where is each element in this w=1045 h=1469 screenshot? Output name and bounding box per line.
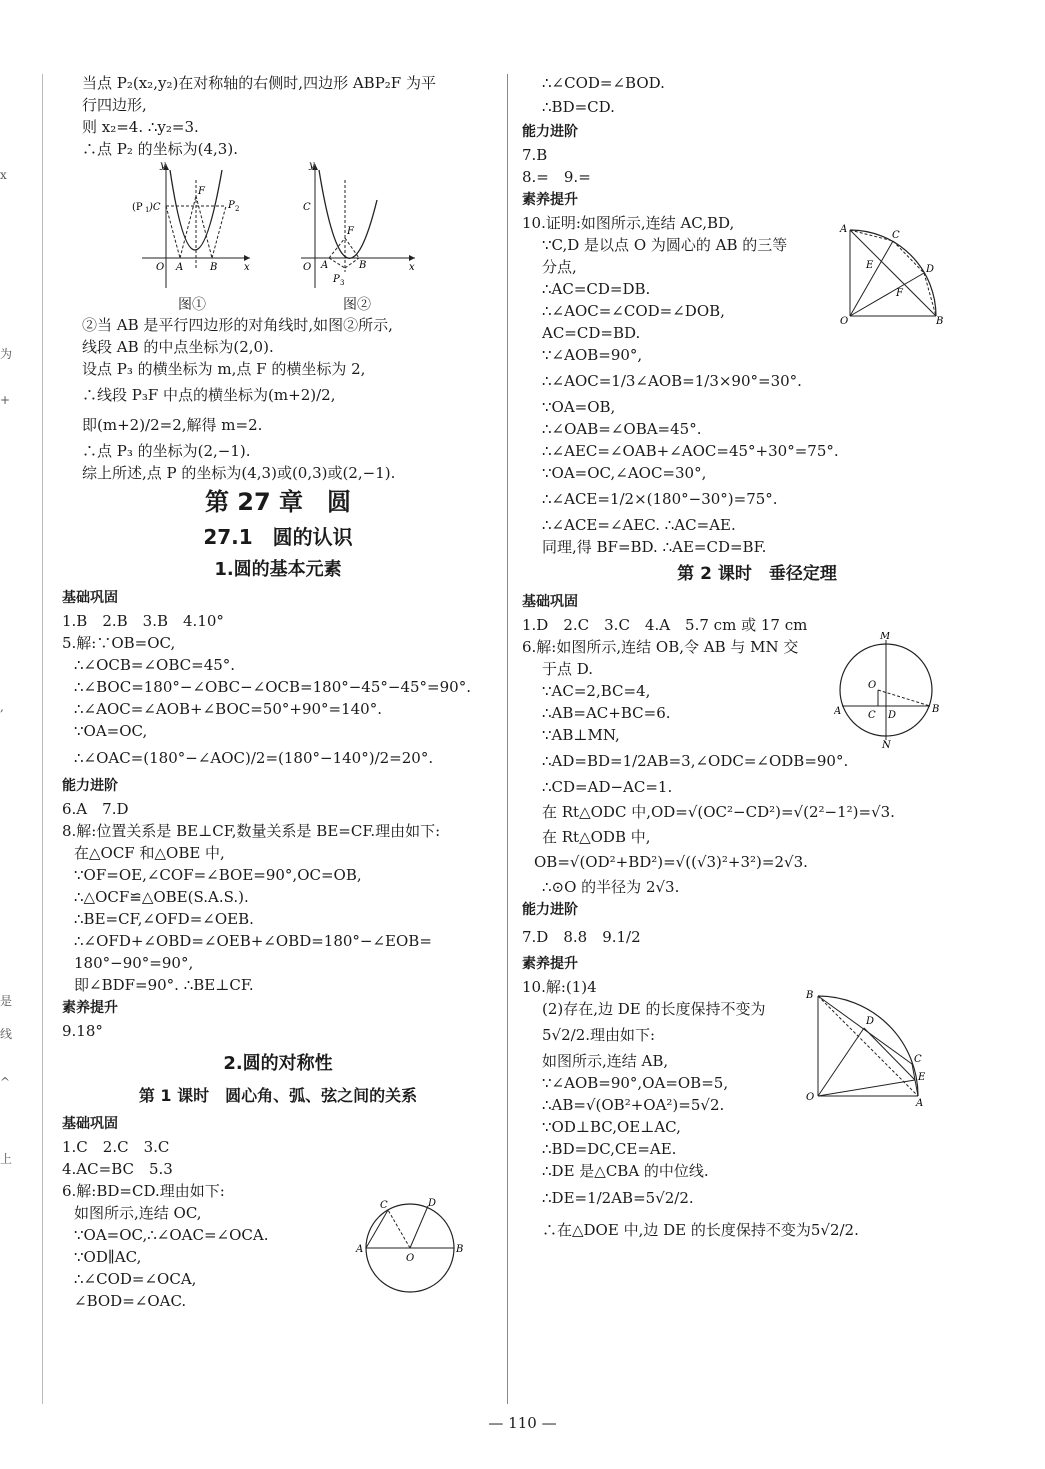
answer-line: 分点, [542,258,577,276]
answer-line: ∵OA=OC, [74,722,148,740]
answer-line: 如图所示,连结 OC, [74,1204,202,1222]
answer-line: 9.18° [62,1022,103,1040]
quarter-circle-figure [838,224,948,324]
answer-line: ∵OD∥AC, [74,1248,142,1266]
figure-2 [297,160,417,314]
quarter-circle-figure-2 [802,988,932,1106]
answer-line: 180°−90°=90°, [74,954,194,972]
circle-figure-chord [834,632,944,748]
answer-line: ∴∠BOC=180°−∠OBC−∠OCB=180°−45°−45°=90°. [74,678,471,696]
margin-mark: 是 [0,994,13,1008]
parabola-figure-1 [132,160,252,290]
chapter-title: 第 27 章 圆 [204,488,352,516]
answer-line: 8.= 9.= [522,168,591,186]
q10-proof-block [522,212,992,558]
svg-text:E: E [866,260,874,271]
section-label-literacy: 素养提升 [522,956,578,972]
svg-text:E: E [918,1072,926,1083]
text-line: ∴点 P₂ 的坐标为(4,3). [82,140,238,158]
right-column [522,72,992,1246]
svg-text:C: C [380,1200,388,1211]
answer-line: 1.B 2.B 3.B 4.10° [62,612,224,630]
svg-text:A: A [916,1098,924,1106]
figure-1 [132,160,252,314]
answer-line: 1.C 2.C 3.C [62,1138,170,1156]
svg-text:x: x [244,262,250,273]
lesson-title: 第 1 课时 圆心角、弧、弦之间的关系 [138,1086,418,1105]
answer-line: 6.解:如图所示,连结 OB,令 AB 与 MN 交 [522,638,799,656]
left-column [62,72,494,1312]
answer-line: ∴AB=√(OB²+OA²)=5√2. [542,1096,725,1114]
svg-text:C: C [892,230,900,241]
answer-line: (2)存在,边 DE 的长度保持不变为 [542,1000,766,1018]
svg-text:O: O [806,1092,815,1103]
svg-text:B: B [936,316,944,324]
answer-line: ∵∠AOB=90°, [542,346,643,364]
answer-line: ∴BD=DC,CE=AE. [542,1140,677,1158]
text-line: 当点 P₂(x₂,y₂)在对称轴的右侧时,四边形 ABP₂F 为平 [82,74,436,92]
svg-text:A: A [176,262,184,273]
svg-text:C: C [303,202,311,213]
answer-line: ∴∠ACE=∠AEC. ∴AC=AE. [542,516,736,534]
margin-mark: 线 [0,1027,13,1041]
answer-line: ∴在△DOE 中,边 DE 的长度保持不变为5√2/2. [542,1221,859,1239]
answer-line: 在△OCF 和△OBE 中, [74,844,225,862]
answer-line: 7.B [522,146,548,164]
svg-text:B: B [932,704,940,715]
section-label-basic: 基础巩固 [62,1116,118,1132]
answer-line: ∴DE 是△CBA 的中位线. [542,1162,709,1180]
answer-line: 5√2/2.理由如下: [542,1026,656,1044]
svg-text:D: D [888,710,897,721]
answer-line: ∴∠ACE=1/2×(180°−30°)=75°. [542,490,778,508]
text-line: ∴BD=CD. [542,98,615,116]
svg-text:O: O [303,262,312,273]
text-line: 线段 AB 的中点坐标为(2,0). [82,338,274,356]
margin-mark: x [0,168,7,182]
answer-line: ∴CD=AD−AC=1. [542,778,673,796]
answer-line: 8.解:位置关系是 BE⊥CF,数量关系是 BE=CF.理由如下: [62,822,441,840]
figure-1-caption: 图① [178,297,206,313]
section-label-advanced: 能力进阶 [62,778,118,794]
svg-text:y: y [160,160,166,171]
answer-line: ∴AD=BD=1/2AB=3,∠ODC=∠ODB=90°. [542,752,849,770]
svg-text:F: F [347,226,354,237]
answer-line: ∵C,D 是以点 O 为圆心的 AB 的三等 [542,236,788,254]
margin-mark: , [0,700,4,714]
answer-line: ∵OF=OE,∠COF=∠BOE=90°,OC=OB, [74,866,362,884]
answer-line: ∵AC=2,BC=4, [542,682,651,700]
text-line: ②当 AB 是平行四边形的对角线时,如图②所示, [82,316,393,334]
answer-line: ∴∠OAB=∠OBA=45°. [542,420,702,438]
figure-2-caption: 图② [343,297,371,313]
margin-mark: + [0,393,11,407]
margin-mark: 上 [0,1152,13,1166]
answer-line: ∴DE=1/2AB=5√2/2. [542,1189,694,1207]
svg-text:3: 3 [340,279,345,287]
answer-line: 5.解:∵OB=OC, [62,634,176,652]
answer-line: ∵∠AOB=90°,OA=OB=5, [542,1074,729,1092]
answer-line: ∵OA=OC,∠AOC=30°, [542,464,707,482]
answer-line: ∴∠AOC=∠COD=∠DOB, [542,302,725,320]
answer-line: ∵OD⊥BC,OE⊥AC, [542,1118,681,1136]
text-line: ∴线段 P₃F 中点的横坐标为(m+2)/2, [82,386,336,404]
answer-line: 即∠BDF=90°. ∴BE⊥CF. [74,976,254,994]
svg-text:O: O [840,316,849,324]
answer-line: ∴∠OFD+∠OBD=∠OEB+∠OBD=180°−∠EOB= [74,932,432,950]
section-label-literacy: 素养提升 [62,1000,118,1016]
answer-line: 1.D 2.C 3.C 4.A 5.7 cm 或 17 cm [522,616,808,634]
answer-line: 6.A 7.D [62,800,129,818]
svg-text:x: x [409,262,415,273]
answer-line: 同理,得 BF=BD. ∴AE=CD=BF. [542,538,767,556]
svg-text:C: C [914,1054,922,1065]
subsection-title: 2.圆的对称性 [223,1053,333,1074]
answer-line: 在 Rt△ODC 中,OD=√(OC²−CD²)=√(2²−1²)=√3. [542,803,895,821]
q6-chord-block [522,614,992,898]
svg-text:C: C [868,710,876,721]
section-label-literacy: 素养提升 [522,192,578,208]
svg-text:F: F [896,288,903,299]
answer-line: ∴AB=AC+BC=6. [542,704,671,722]
svg-text:B: B [210,262,218,273]
svg-text:D: D [428,1198,437,1209]
section-label-advanced: 能力进阶 [522,124,578,140]
text-line: 综上所述,点 P 的坐标为(4,3)或(0,3)或(2,−1). [82,464,396,482]
svg-text:O: O [406,1253,415,1264]
answer-line: ∴∠AOC=∠AOB+∠BOC=50°+90°=140°. [74,700,382,718]
answer-line: ∴⊙O 的半径为 2√3. [542,878,680,896]
answer-line: 7.D 8.8 9.1/2 [522,928,641,946]
page-number: — 110 — [488,1414,557,1432]
parabola-figure-2 [297,160,417,290]
answer-line: ∴BE=CF,∠OFD=∠OEB. [74,910,254,928]
answer-line: 在 Rt△ODB 中, [542,828,651,846]
answer-line: 10.解:(1)4 [522,978,597,996]
parabola-figures [62,160,494,314]
answer-line: ∴∠OCB=∠OBC=45°. [74,656,236,674]
text-line: 行四边形, [82,96,147,114]
svg-text:O: O [868,680,877,691]
answer-line: 如图所示,连结 AB, [542,1052,669,1070]
lesson-title: 第 2 课时 垂径定理 [677,564,837,584]
svg-text:2: 2 [235,205,240,213]
answer-line: ∴∠AEC=∠OAB+∠AOC=45°+30°=75°. [542,442,839,460]
circle-figure-q6 [354,1198,474,1298]
svg-text:A: A [834,706,842,717]
svg-text:B: B [456,1244,464,1255]
text-line: 设点 P₃ 的横坐标为 m,点 F 的横坐标为 2, [82,360,366,378]
svg-text:F: F [198,186,205,197]
answer-line: ∴AC=CD=DB. [542,280,651,298]
answer-line: AC=CD=BD. [542,324,641,342]
svg-text:D: D [926,264,935,275]
svg-text:y: y [309,160,315,171]
section-label-basic: 基础巩固 [62,590,118,606]
answer-line: ∵AB⊥MN, [542,726,620,744]
q10-solution-block [522,976,992,1246]
text-line: ∴∠COD=∠BOD. [542,74,665,92]
answer-line: 6.解:BD=CD.理由如下: [62,1182,225,1200]
svg-text:(P: (P [132,202,143,213]
answer-line: ∴∠OAC=(180°−∠AOC)/2=(180°−140°)/2=20°. [74,749,434,767]
text-line: ∴点 P₃ 的坐标为(2,−1). [82,442,251,460]
binding-rule [42,74,43,1404]
answer-line: ∵OA=OB, [542,398,616,416]
svg-text:D: D [866,1016,875,1027]
svg-text:A: A [356,1244,364,1255]
answer-line: 于点 D. [542,660,594,678]
subsection-title: 1.圆的基本元素 [214,559,342,580]
answer-line: ∴△OCF≌△OBE(S.A.S.). [74,888,249,906]
svg-text:B: B [806,990,814,1001]
svg-text:N: N [882,740,891,748]
svg-text:B: B [359,260,367,271]
answer-line: ∴∠COD=∠OCA, [74,1270,197,1288]
svg-text:A: A [840,224,848,235]
answer-line: OB=√(OD²+BD²)=√((√3)²+3²)=2√3. [534,853,808,871]
svg-text:1: 1 [145,206,150,214]
answer-line: ∠BOD=∠OAC. [74,1292,187,1310]
answer-line: ∴∠AOC=1/3∠AOB=1/3×90°=30°. [542,372,802,390]
column-divider [507,74,508,1404]
margin-mark: 为 [0,347,13,361]
section-title: 27.1 圆的认识 [203,525,353,549]
text-line: 则 x₂=4. ∴y₂=3. [82,118,199,136]
answer-line: 4.AC=BC 5.3 [62,1160,173,1178]
section-label-advanced: 能力进阶 [522,902,578,918]
text-line: 即(m+2)/2=2,解得 m=2. [82,416,263,434]
q6-block [62,1136,494,1312]
margin-mark: ^ [0,1075,11,1089]
svg-text:O: O [156,262,165,273]
svg-text:P: P [333,274,340,285]
svg-text:P: P [228,200,235,211]
svg-text:A: A [321,260,329,271]
svg-text:M: M [880,632,891,642]
section-label-basic: 基础巩固 [522,594,578,610]
answer-line: 10.证明:如图所示,连结 AC,BD, [522,214,735,232]
answer-line: ∵OA=OC,∴∠OAC=∠OCA. [74,1226,269,1244]
svg-text:)C: )C [149,202,161,213]
